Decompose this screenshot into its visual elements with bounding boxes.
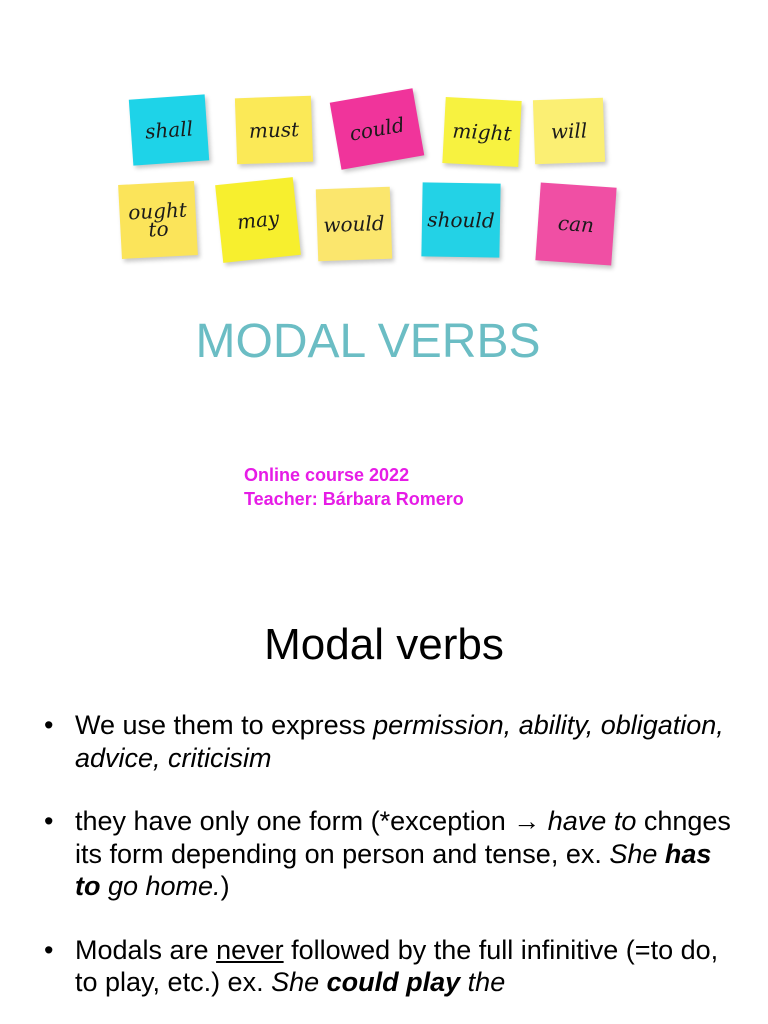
- teacher-label: Teacher: Bárbara Romero: [244, 489, 464, 509]
- sticky-note-might: [442, 97, 521, 167]
- bullet-text: ): [220, 871, 230, 901]
- sticky-note-label: must: [248, 117, 300, 143]
- sticky-note-could: [330, 88, 425, 170]
- sticky-notes-image: [110, 85, 630, 275]
- sticky-note-ought-to: [118, 181, 198, 259]
- bullet-text: followed by the full infinitive (=to do, to play, etc.) ex.: [75, 934, 719, 997]
- bullet-text: Modals are: [75, 934, 217, 965]
- bullet-emphasis: permission, ability, obligation, advice, criticisim: [75, 710, 724, 773]
- sticky-note-label: can: [557, 210, 595, 238]
- bullet-item-one-form: [40, 805, 740, 903]
- bullet-text: chnges its form depending on person and tense, ex.: [75, 806, 731, 869]
- bullet-icon: •: [44, 806, 54, 836]
- sticky-note-must: [235, 96, 313, 165]
- bullet-text: they have only one form (*exception: [75, 806, 514, 836]
- sticky-note-should: [421, 182, 500, 257]
- example-strong: has to: [75, 838, 712, 901]
- bullet-item-infinitive: [40, 934, 740, 999]
- bullet-list: [40, 709, 740, 999]
- underlined-word: never: [216, 934, 284, 965]
- bullet-text: We use them to express: [75, 710, 374, 740]
- example-emphasis: She: [271, 967, 327, 997]
- sticky-note-label: could: [347, 112, 407, 146]
- bullet-icon: •: [44, 934, 54, 965]
- sticky-note-can: [535, 182, 616, 265]
- sticky-note-label: shall: [144, 116, 194, 144]
- sticky-note-label: ought to: [127, 197, 188, 242]
- sticky-note-label: will: [550, 118, 588, 144]
- bullet-item-usage: [40, 709, 740, 774]
- sticky-note-shall: [129, 94, 209, 165]
- bullet-icon: •: [44, 710, 54, 740]
- course-label: Online course 2022: [244, 465, 410, 485]
- example-emphasis: the: [460, 967, 506, 997]
- sticky-note-label: may: [235, 205, 281, 235]
- sticky-note-may: [215, 177, 301, 263]
- example-emphasis: She: [609, 838, 665, 869]
- sticky-note-label: might: [451, 118, 513, 146]
- bullet-emphasis: have to: [547, 806, 637, 836]
- example-strong: could play: [326, 967, 461, 997]
- course-info: [244, 463, 464, 511]
- sticky-note-would: [316, 187, 392, 262]
- slide-title: MODAL VERBS: [195, 315, 541, 368]
- sticky-note-label: would: [322, 210, 386, 238]
- sticky-note-label: should: [427, 207, 495, 233]
- example-emphasis: go home.: [100, 871, 221, 901]
- arrow-right-icon: →: [513, 806, 541, 836]
- sticky-note-will: [533, 98, 605, 164]
- section-heading: Modal verbs: [264, 620, 504, 669]
